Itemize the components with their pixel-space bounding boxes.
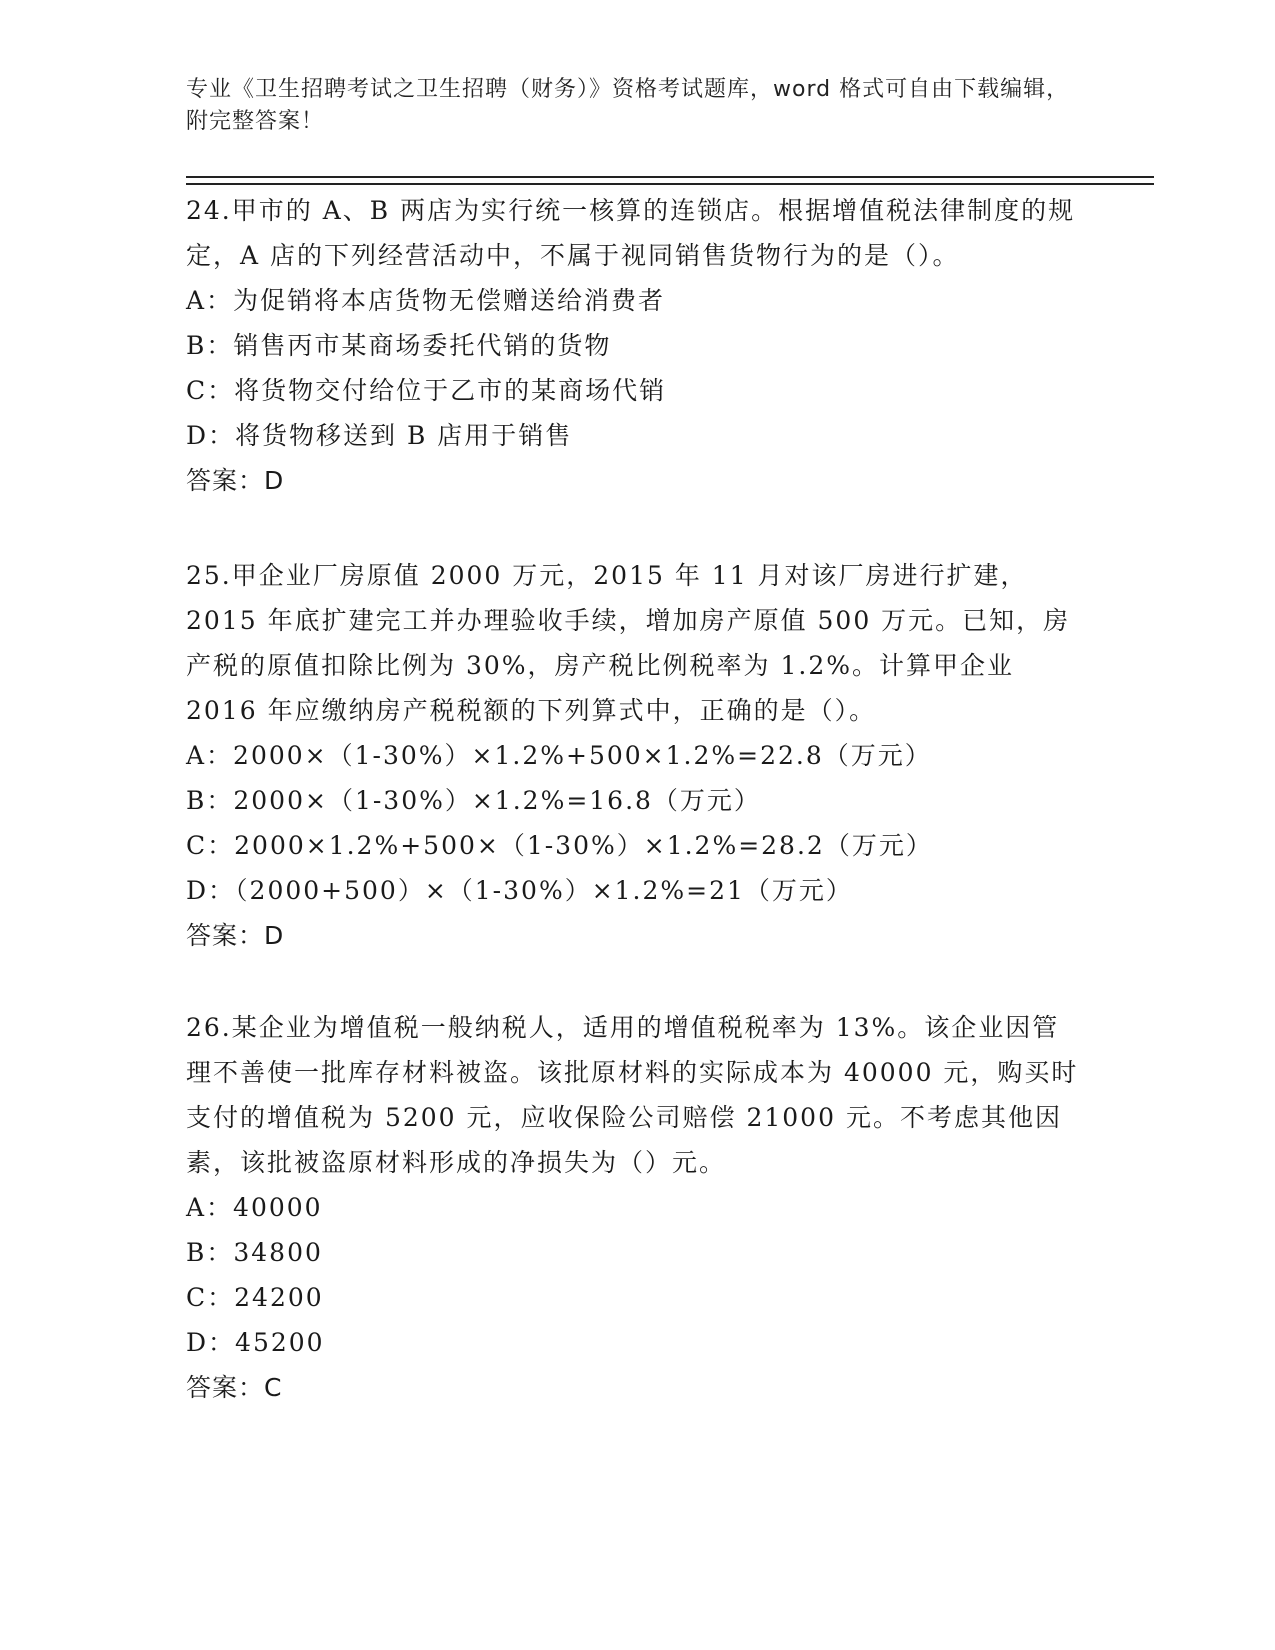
option-c: C：24200 <box>186 1283 324 1312</box>
header-text: 专业《卫生招聘考试之卫生招聘（财务）》资格考试题库，word 格式可自由下载编辑，附完整答案！ <box>186 77 1070 134</box>
answer-line: 答案：D <box>186 921 285 950</box>
option-b: B：2000×（1-30%）×1.2%=16.8（万元） <box>186 786 761 815</box>
option-b: B：销售丙市某商场委托代销的货物 <box>186 331 612 360</box>
option-a: A：40000 <box>186 1193 323 1222</box>
option-a: A：为促销将本店货物无偿赠送给消费者 <box>186 286 666 315</box>
answer-line: 答案：C <box>186 1373 283 1402</box>
question-stem: 24.甲市的 A、B 两店为实行统一核算的连锁店。根据增值税法律制度的规定，A 店的下列经营活动中，不属于视同销售货物行为的是（）。 <box>186 196 1076 270</box>
header-divider-bottom <box>186 183 1154 185</box>
question-stem: 26.某企业为增值税一般纳税人，适用的增值税税率为 13%。该企业因管理不善使一批库存材料被盗。该批原材料的实际成本为 40000 元，购买时支付的增值税为 5200 元，应收保险公司赔偿 21000 元。不考虑其他因素，该批被盗原材料形成的净损失为（）元。 <box>186 1013 1079 1177</box>
question-25 <box>186 553 1086 958</box>
question-24 <box>186 188 1086 503</box>
option-c: C：将货物交付给位于乙市的某商场代销 <box>186 376 667 405</box>
option-d: D：（2000+500）×（1-30%）×1.2%=21（万元） <box>186 876 853 905</box>
question-26 <box>186 1005 1086 1410</box>
question-stem: 25.甲企业厂房原值 2000 万元，2015 年 11 月对该厂房进行扩建，2015 年底扩建完工并办理验收手续，增加房产原值 500 万元。已知，房产税的原值扣除比例为 30%，房产税比例税率为 1.2%。计算甲企业 2016 年应缴纳房产税税额的下列算式中，正确的是（）。 <box>186 561 1071 725</box>
option-d: D：将货物移送到 B 店用于销售 <box>186 421 573 450</box>
document-header <box>186 74 1086 138</box>
option-d: D：45200 <box>186 1328 325 1357</box>
header-divider-top <box>186 176 1154 178</box>
option-c: C：2000×1.2%+500×（1-30%）×1.2%=28.2（万元） <box>186 831 933 860</box>
option-b: B：34800 <box>186 1238 323 1267</box>
answer-line: 答案：D <box>186 466 285 495</box>
option-a: A：2000×（1-30%）×1.2%+500×1.2%=22.8（万元） <box>186 741 932 770</box>
